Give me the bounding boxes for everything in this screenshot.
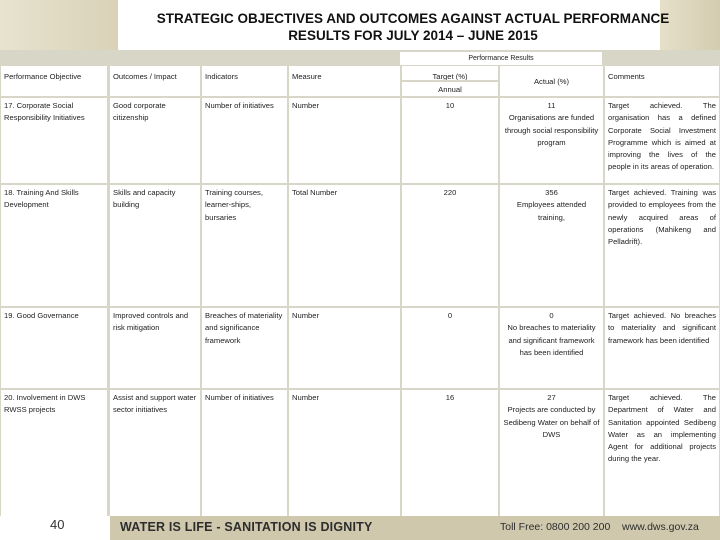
row-20-indicators: Number of initiatives [202,390,287,516]
row-19-measure: Number [289,308,400,388]
row-18-objective: 18. Training And Skills Development [1,185,107,306]
row-20-actual-text: Projects are conducted by Sedibeng Water on behalf of DWS [503,405,600,439]
row-20-actual-value: 27 [547,393,556,402]
title-line-2: RESULTS FOR JULY 2014 – JUNE 2015 [288,28,538,43]
page-number: 40 [50,517,65,532]
row-19-target: 0 [402,308,498,388]
row-20-outcomes: Assist and support water sector initiatives [110,390,200,516]
page-title [118,10,708,44]
row-17-actual-text: Organisations are funded through social responsibility program [504,113,599,147]
row-20-target: 16 [402,390,498,516]
row-19-actual-value: 0 [549,311,554,320]
row-17-objective: 17. Corporate Social Responsibility Initiatives [1,98,107,183]
row-17-indicators: Number of initiatives [202,98,287,183]
row-18-measure: Total Number [289,185,400,306]
row-17-actual-value: 11 [547,101,556,110]
header-indicators: Indicators [202,66,287,96]
row-17-target: 10 [402,98,498,183]
header-measure: Measure [289,66,400,96]
row-18-actual [500,185,603,306]
row-18-comments: Target achieved. Training was provided to employees from the newly acquired areas of operations (Mahikeng and Pelladrift). [605,185,719,306]
row-18-target: 220 [402,185,498,306]
header-decoration-left [0,0,118,50]
row-20-objective: 20. Involvement in DWS RWSS projects [1,390,107,516]
header-performance-objective: Performance Objective [1,66,107,96]
header-annual: Annual [402,82,498,96]
row-19-actual [500,308,603,388]
row-20-comments: Target achieved. The Department of Water and Sanitation appointed Sedibeng Water as an implementing Agent for additional projects during the year. [605,390,719,516]
row-18-actual-value: 356 [545,188,558,197]
title-line-1: STRATEGIC OBJECTIVES AND OUTCOMES AGAINST ACTUAL PERFORMANCE [156,11,670,26]
row-18-actual-text: Employees attended training, [516,200,587,222]
header-comments: Comments [605,66,719,96]
row-19-indicators: Breaches of materiality and significance framework [202,308,287,388]
footer-toll-free: Toll Free: 0800 200 200 [500,521,611,533]
row-17-comments: Target achieved. The organisation has a defined Corporate Social Investment Programme which is aimed at improving the lives of the people in its areas of operation. [605,98,719,183]
row-19-actual-text: No breaches to materiality and significant framework has been identified [507,323,596,357]
row-17-actual [500,98,603,183]
header-actual: Actual (%) [500,66,603,96]
footer-slogan: WATER IS LIFE - SANITATION IS DIGNITY [120,520,373,534]
row-19-comments: Target achieved. No breaches to materiality and significant framework has been identified [605,308,719,388]
group-header-performance-results: Performance Results [400,52,602,65]
row-20-measure: Number [289,390,400,516]
header-outcomes-impact: Outcomes / Impact [110,66,200,96]
footer-website: www.dws.gov.za [622,521,699,533]
row-17-measure: Number [289,98,400,183]
row-18-outcomes: Skills and capacity building [110,185,200,306]
row-20-actual [500,390,603,516]
row-19-outcomes: Improved controls and risk mitigation [110,308,200,388]
row-19-objective: 19. Good Governance [1,308,107,388]
row-17-outcomes: Good corporate citizenship [110,98,200,183]
performance-table [0,50,720,516]
header-target: Target (%) [402,66,498,80]
row-18-indicators: Training courses, learner-ships, bursaries [202,185,287,306]
